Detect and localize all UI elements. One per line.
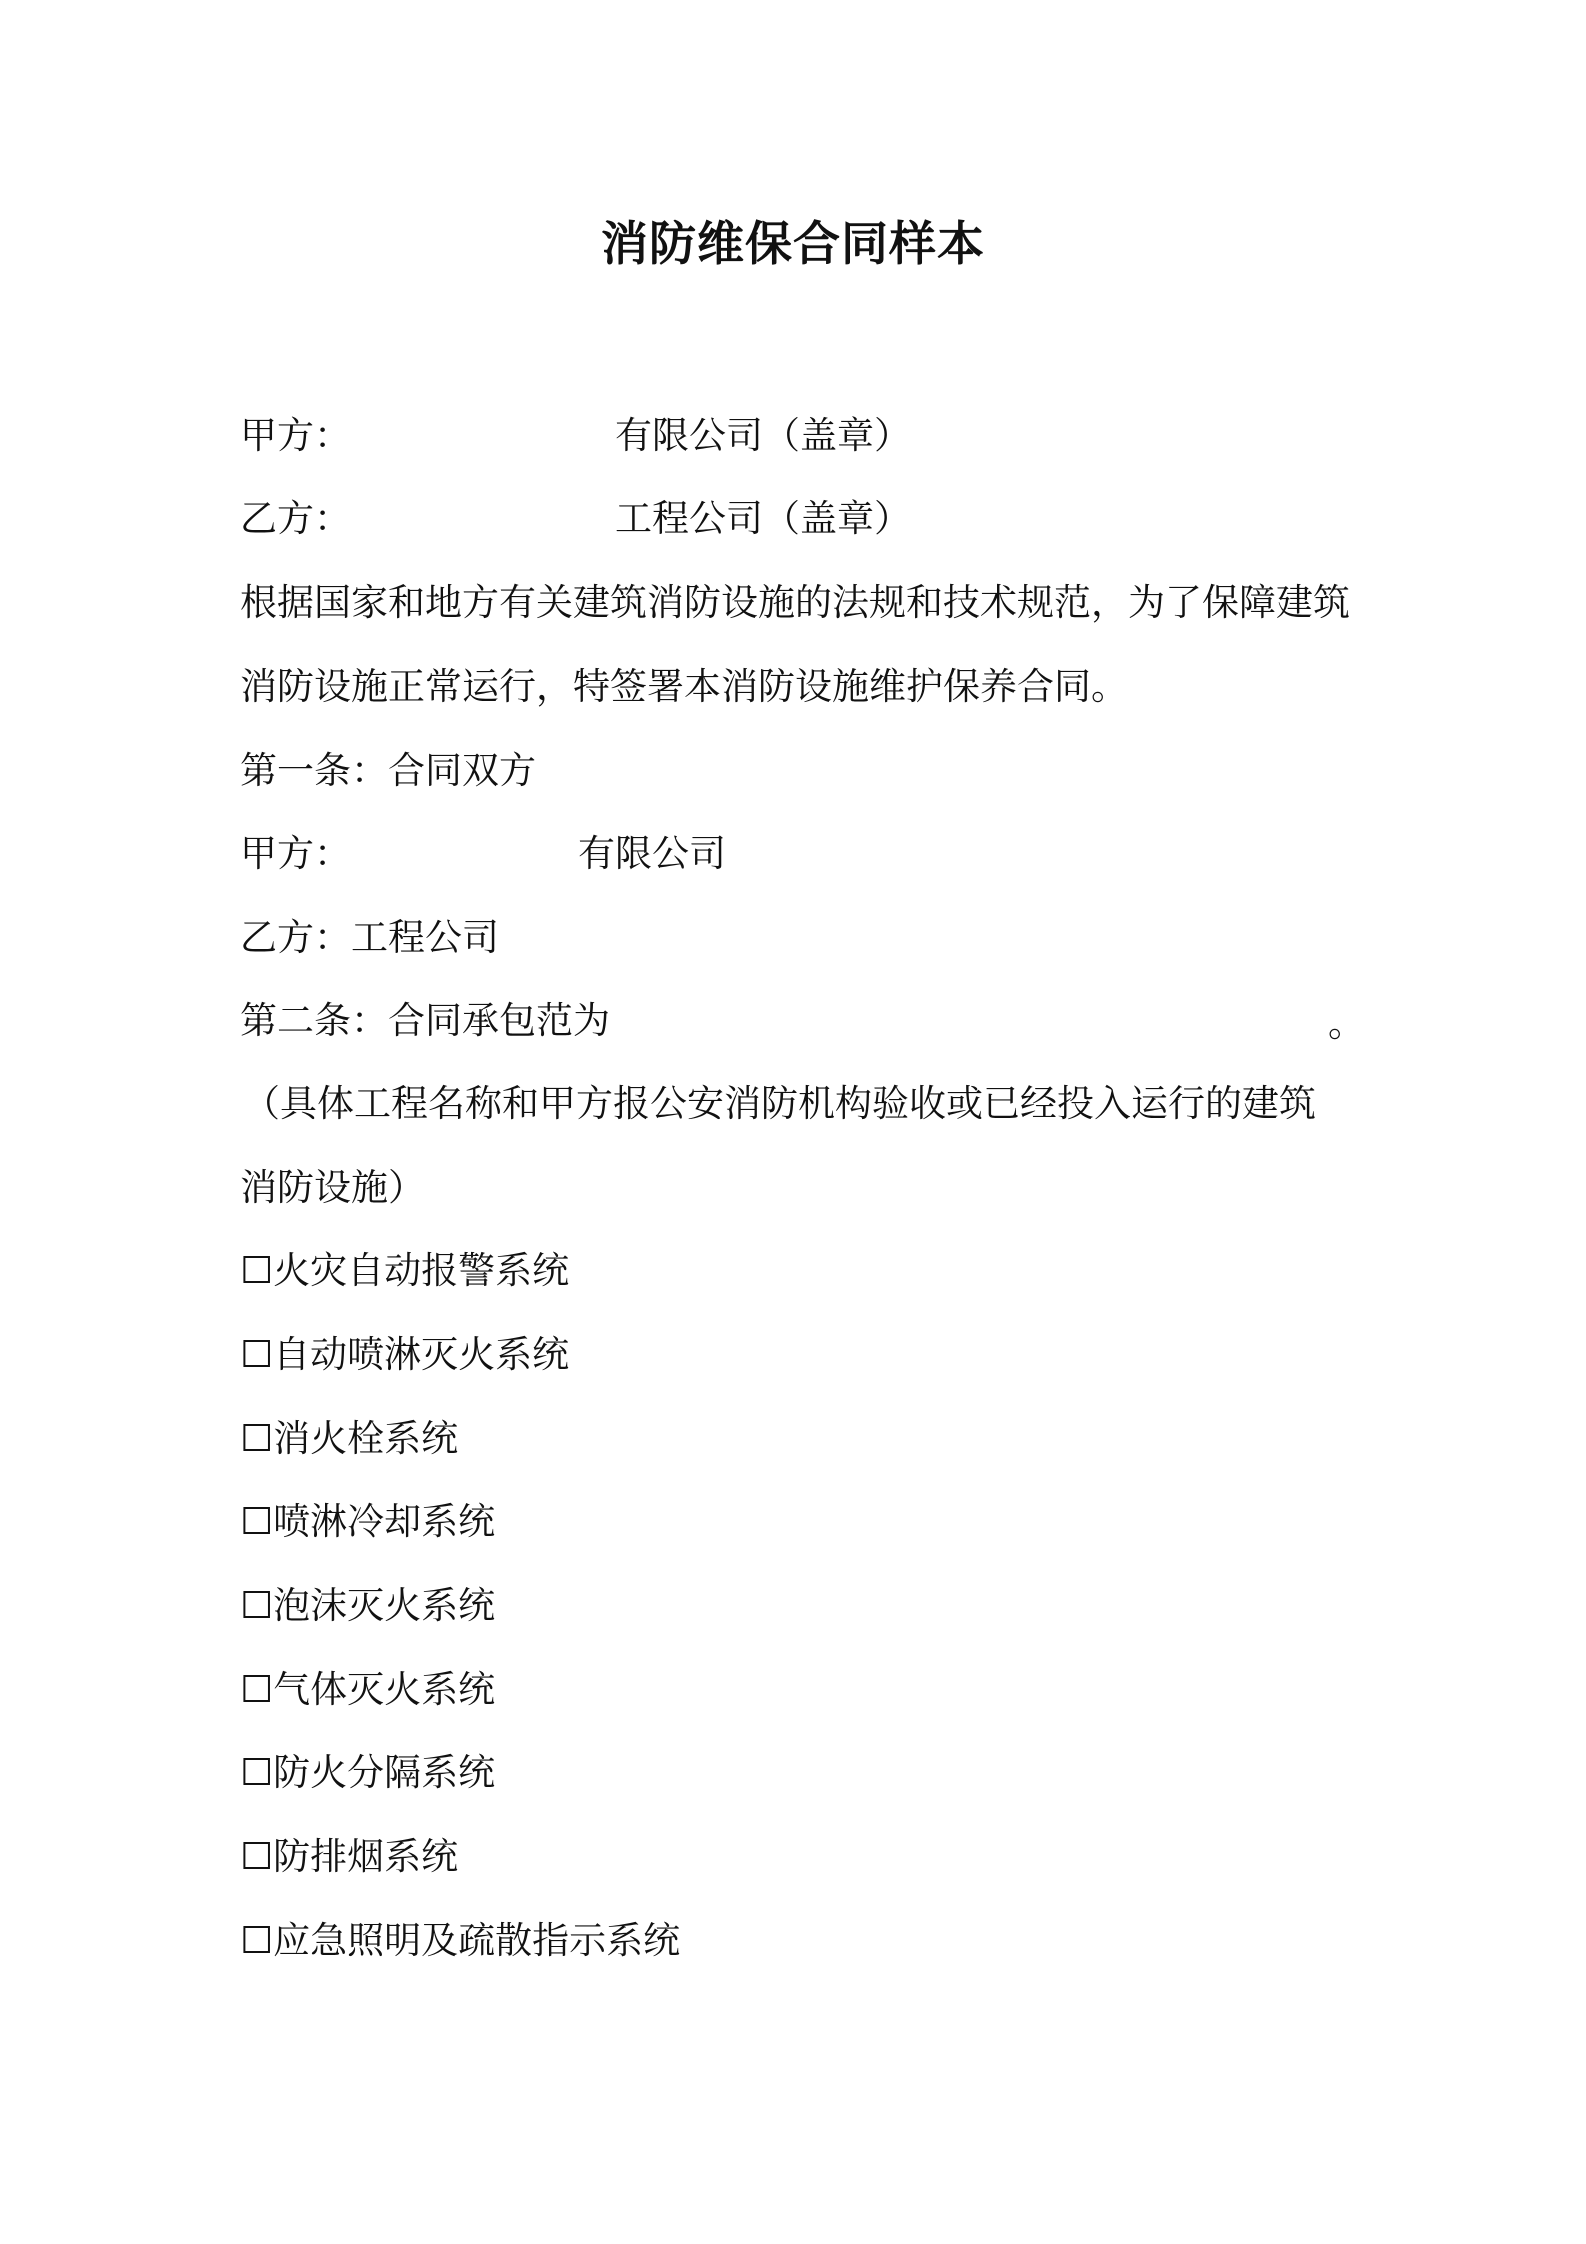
scope-note-line-1: （具体工程名称和甲方报公安消防机构验收或已经投入运行的建筑 [243, 1082, 1316, 1125]
system-checkbox-item[interactable]: ☐消火栓系统 [240, 1417, 459, 1460]
party-a-value: 有限公司（盖章） [615, 414, 911, 457]
article-1-heading: 第一条：合同双方 [240, 749, 536, 792]
party-b-line [240, 493, 351, 545]
intro-line-1: 根据国家和地方有关建筑消防设施的法规和技术规范，为了保障建筑 [240, 581, 1350, 624]
system-checkbox-item[interactable]: ☐泡沫灭火系统 [240, 1584, 496, 1627]
article-1-party-a-label: 甲方： [240, 832, 351, 875]
system-checkbox-item[interactable]: ☐防排烟系统 [240, 1835, 459, 1878]
article-1-party-b: 乙方：工程公司 [240, 916, 499, 959]
article-2-period: 。 [1328, 1002, 1365, 1045]
system-checkbox-item[interactable]: ☐应急照明及疏散指示系统 [240, 1919, 681, 1962]
document-title: 消防维保合同样本 [601, 217, 985, 272]
article-1-party-a-value: 有限公司 [578, 832, 726, 875]
article-2-heading: 第二条：合同承包范为 [240, 999, 610, 1042]
party-a-label: 甲方： [240, 414, 351, 457]
system-checkbox-item[interactable]: ☐防火分隔系统 [240, 1751, 496, 1794]
intro-line-2: 消防设施正常运行，特签署本消防设施维护保养合同。 [240, 665, 1128, 708]
party-a-line [240, 410, 351, 462]
system-checkbox-item[interactable]: ☐自动喷淋灭火系统 [240, 1333, 570, 1376]
scope-note-line-2: 消防设施） [240, 1166, 425, 1209]
system-checkbox-item[interactable]: ☐喷淋冷却系统 [240, 1500, 496, 1543]
party-b-value: 工程公司（盖章） [615, 497, 911, 540]
system-checkbox-item[interactable]: ☐气体灭火系统 [240, 1668, 496, 1711]
system-checkbox-item[interactable]: ☐火灾自动报警系统 [240, 1249, 570, 1292]
party-b-label: 乙方： [240, 497, 351, 540]
